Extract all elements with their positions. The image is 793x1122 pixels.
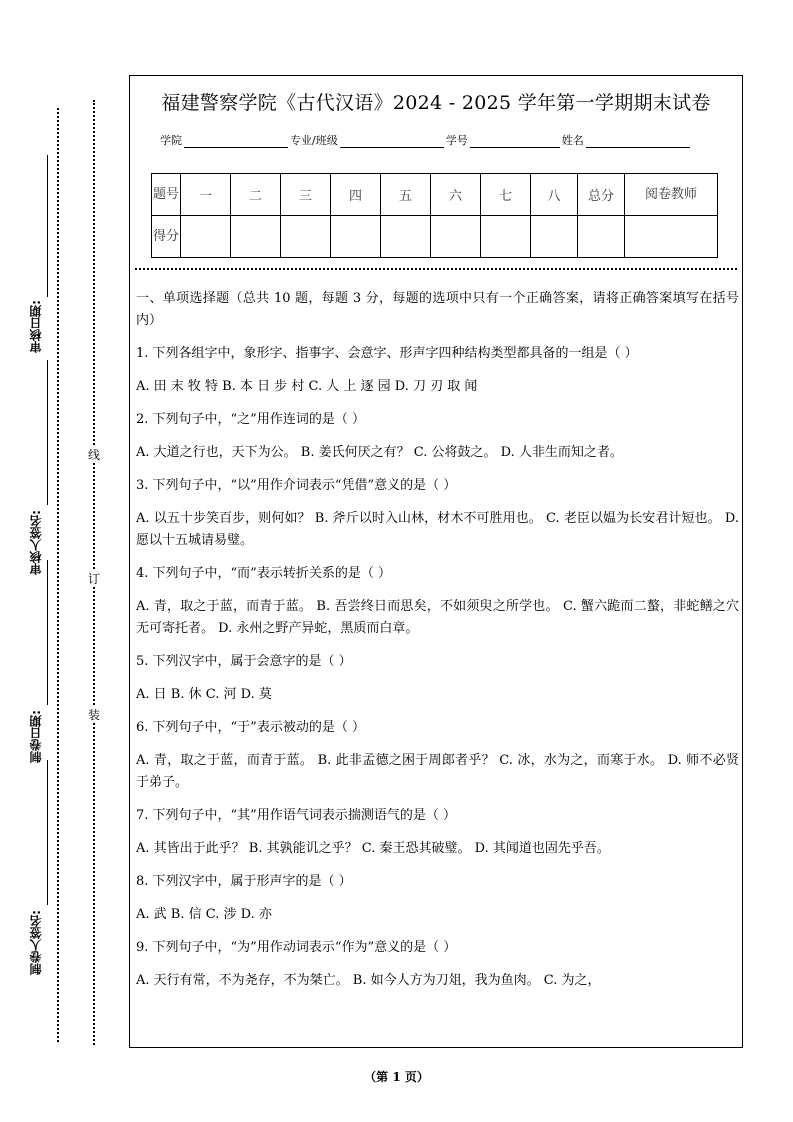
question-7-options: A. 其皆出于此乎？ B. 其孰能讥之乎？ C. 秦王恐其破璧。 D. 其闻道也固先乎吾。 <box>136 841 610 856</box>
student-id-field[interactable] <box>470 135 560 148</box>
exam-title: 福建警察学院《古代汉语》2024 - 2025 学年第一学期期末试卷 <box>161 92 711 114</box>
page-number: （第 1 页） <box>364 1070 429 1084</box>
exam-frame <box>129 75 743 1048</box>
binding-mark-ding: 订 <box>87 572 100 586</box>
name-label: 姓名 <box>561 134 584 147</box>
college-field[interactable] <box>184 135 288 148</box>
major-field[interactable] <box>340 135 444 148</box>
score-cell[interactable] <box>381 216 431 258</box>
col-grader: 阅卷教师 <box>625 174 718 216</box>
question-content <box>136 288 739 1003</box>
col-4: 四 <box>331 174 381 216</box>
question-6-options: A. 青，取之于蓝，而青于蓝。 B. 此非孟德之困于周郎者乎？ C. 冰，水为之，而寒于水。 D. 师不必贤于弟子。 <box>136 753 739 790</box>
reviewer-signature-line[interactable] <box>47 360 48 505</box>
score-cell[interactable] <box>625 216 718 258</box>
col-7: 七 <box>481 174 531 216</box>
question-3-options: A. 以五十步笑百步，则何如？ B. 斧斤以时入山林，材木不可胜用也。 C. 老臣以媪为长安君计短也。 D. 愿以十五城请易璧。 <box>136 511 739 548</box>
question-8: 8. 下列汉字中，属于形声字的是（ ） <box>136 874 352 889</box>
score-table-header-row <box>152 174 718 216</box>
preparer-signature-line[interactable] <box>47 760 48 905</box>
score-cell[interactable] <box>231 216 281 258</box>
question-9-options: A. 天行有常，不为尧存，不为桀亡。 B. 如今人方为刀俎，我为鱼肉。 C. 为之， <box>136 973 601 988</box>
question-5-options: A. 日 B. 休 C. 河 D. 莫 <box>136 687 272 702</box>
score-cell[interactable] <box>181 216 231 258</box>
score-cell[interactable] <box>331 216 381 258</box>
row-label-score: 得分 <box>152 216 181 258</box>
binding-mark-zhuang: 装 <box>87 708 100 722</box>
preparer-signature-label: 制卷人签名: <box>29 910 43 975</box>
prepare-date-line[interactable] <box>47 560 48 705</box>
score-cell[interactable] <box>578 216 625 258</box>
student-id-label: 学号 <box>445 134 468 147</box>
outer-dotted-line <box>57 108 59 1042</box>
score-cell[interactable] <box>531 216 578 258</box>
col-2: 二 <box>231 174 281 216</box>
score-cell[interactable] <box>431 216 481 258</box>
college-label: 学院 <box>160 134 182 147</box>
major-label: 专业/班级 <box>290 134 338 147</box>
col-3: 三 <box>281 174 331 216</box>
question-2-options: A. 大道之行也，天下为公。 B. 姜氏何厌之有？ C. 公将鼓之。 D. 人非生而知之者。 <box>136 445 623 460</box>
question-8-options: A. 武 B. 信 C. 涉 D. 亦 <box>136 907 272 922</box>
question-2: 2. 下列句子中，“之”用作连词的是（ ） <box>136 412 365 427</box>
score-cell[interactable] <box>481 216 531 258</box>
question-7: 7. 下列句子中，“其”用作语气词表示揣测语气的是（ ） <box>136 808 456 823</box>
reviewer-signature-label: 审核人签名: <box>29 510 43 575</box>
score-cell[interactable] <box>281 216 331 258</box>
review-date-label: 审核日期: <box>29 300 43 353</box>
question-3: 3. 下列句子中，“以”用作介词表示“凭借”意义的是（ ） <box>136 478 457 493</box>
header-divider <box>135 268 737 270</box>
col-5: 五 <box>381 174 431 216</box>
question-4-options: A. 青，取之于蓝，而青于蓝。 B. 吾尝终日而思矣，不如须臾之所学也。 C. 蟹六跪而二螯，非蛇鳝之穴无可寄托者。 D. 永州之野产异蛇，黑质而白章。 <box>136 599 739 636</box>
col-1: 一 <box>181 174 231 216</box>
student-info-row <box>160 132 692 148</box>
question-1: 1. 下列各组字中，象形字、指事字、会意字、形声字四种结构类型都具备的一组是（ ） <box>136 346 638 361</box>
row-label-question-no: 题号 <box>152 174 181 216</box>
question-9: 9. 下列句子中，“为”用作动词表示“作为”意义的是（ ） <box>136 940 457 955</box>
section-heading: 一、单项选择题（总共 10 题，每题 3 分，每题的选项中只有一个正确答案，请将正确答案填写在括号内） <box>136 291 739 328</box>
question-4: 4. 下列句子中，“而”表示转折关系的是（ ） <box>136 566 391 581</box>
score-table-score-row <box>152 216 718 258</box>
question-1-options: A. 田 末 牧 特 B. 本 日 步 村 C. 人 上 逐 园 D. 刀 刃 取 闻 <box>136 379 478 394</box>
col-8: 八 <box>531 174 578 216</box>
col-total: 总分 <box>578 174 625 216</box>
question-6: 6. 下列句子中，“于”表示被动的是（ ） <box>136 720 365 735</box>
name-field[interactable] <box>586 135 690 148</box>
score-table <box>151 173 718 258</box>
question-5: 5. 下列汉字中，属于会意字的是（ ） <box>136 654 352 669</box>
review-date-line[interactable] <box>47 155 48 297</box>
col-6: 六 <box>431 174 481 216</box>
binding-mark-xian: 线 <box>87 448 100 462</box>
prepare-date-label: 制卷日期: <box>29 710 43 763</box>
